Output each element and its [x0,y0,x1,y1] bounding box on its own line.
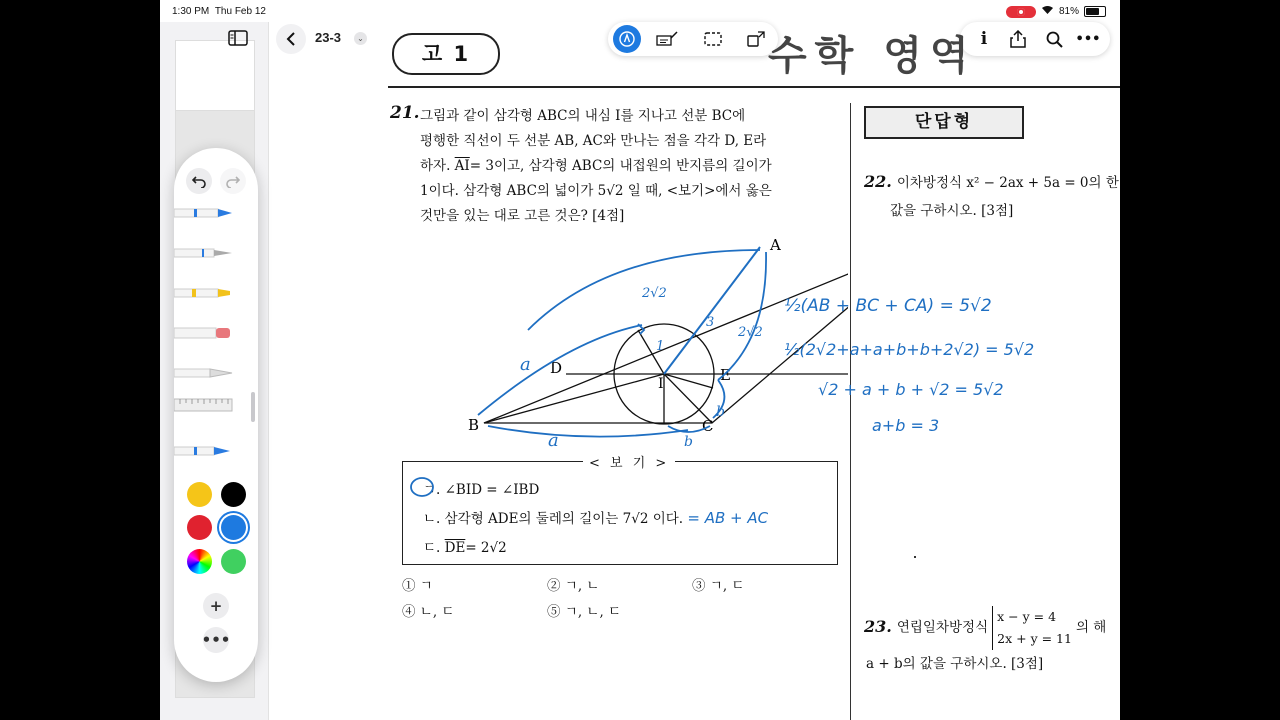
choice-2: ② ㄱ, ㄴ [547,578,600,594]
bogi-item-2 [423,507,768,527]
clock-time: 1:30 PM [172,6,210,17]
system-eq2: 2x + y = 11 [997,631,1072,646]
label-d: D [550,359,563,377]
subject-title: 수학 영역 [768,33,977,79]
ink-label-2r2-right: 2√2 [738,325,763,340]
q23-line2: a + b의 값을 구하시오. [3점] [866,656,1044,672]
choice-3: ③ ㄱ, ㄷ [692,578,745,594]
q21-line2: 평행한 직선이 두 선분 AB, AC와 만나는 점을 각각 D, E라 [420,133,767,149]
ink-circle-mark [409,475,437,499]
thumbnail-sidebar [160,22,269,720]
q21-line4: 1이다. 삼각형 ABC의 넓이가 5√2 일 때, <보기>에서 옳은 [420,183,772,199]
stray-dot [914,556,916,558]
ink-equation-1: ½(AB + BC + CA) = 5√2 [784,296,992,316]
highlighter-tool-icon[interactable] [174,286,234,300]
color-swatch-black[interactable] [221,482,246,507]
document-title[interactable]: 23-3 [315,30,342,45]
q21-line3-post: = 3이고, 삼각형 ABC의 내접원의 반지름의 길이가 [469,158,772,174]
header-rule [388,86,1120,88]
add-tool-button[interactable] [203,593,229,619]
ipad-screen [160,0,1120,720]
chevron-down-icon[interactable]: ⌄ [354,32,367,45]
question-21-text [420,104,826,229]
short-answer-heading: 단답형 [864,106,1024,139]
undo-icon [192,174,206,188]
info-icon[interactable]: i [980,29,988,49]
q21-line3 [420,154,826,179]
fine-pen-tool-icon[interactable] [174,246,234,260]
lasso-tool-icon[interactable] [174,366,234,380]
ink-bogi-note: = AB + AC [687,509,769,527]
triangle-abc [484,243,848,423]
q21-line3-pre: 하자. [420,158,451,174]
ink-arc-a-bottom [488,426,688,437]
grade-badge: 고 1 [392,33,500,75]
ink-label-3: 3 [706,315,715,330]
ruler-tool-icon[interactable] [174,398,234,412]
q23-post: 의 해 [1075,619,1107,636]
battery-percent: 81% [1058,6,1079,17]
question-21-number: 21. [390,103,420,123]
color-swatch-green[interactable] [221,549,246,574]
bogi-item-3-post: = 2√2 [465,540,507,556]
redo-icon [226,174,240,188]
clock-date: Thu Feb 12 [214,6,266,17]
q21-line1: 그림과 같이 삼각형 ABC의 내심 I를 지나고 선분 BC에 [420,108,746,124]
redo-button[interactable] [220,168,246,194]
question-22 [864,168,1119,225]
bogi-item-3 [423,536,507,556]
document-page [388,0,1120,720]
color-swatch-blue-selected[interactable] [221,515,246,540]
pen-tool-icon[interactable] [174,206,234,220]
bogi-title: < 보 기 > [583,452,675,471]
question-22-number: 22. [864,172,892,191]
triangle-figure [388,230,848,460]
ink-label-1: 1 [656,339,665,354]
ink-equation-3: √2 + a + b + √2 = 5√2 [818,380,1004,399]
bogi-box [402,456,838,565]
sidebar-toggle-icon[interactable] [228,30,248,46]
ink-label-b-bottom: b [684,434,693,450]
bogi-item-1-text: ㄱ. ∠BID = ∠IBD [423,482,540,498]
question-23-number: 23. [864,616,892,636]
system-eq1: x − y = 4 [997,609,1057,624]
ink-label-2r2-left: 2√2 [642,286,667,301]
label-i: I [658,376,664,392]
blue-pen-tool-icon[interactable] [174,444,234,458]
bogi-item-3-pre: ㄷ. [423,540,441,556]
label-b: B [468,416,480,434]
more-icon[interactable]: ••• [1075,31,1101,47]
ink-label-a-left: a [520,354,531,375]
choice-5: ⑤ ㄱ, ㄴ, ㄷ [547,604,622,620]
equation-system [992,606,1072,650]
label-c: C [702,417,714,435]
label-a: A [770,236,781,254]
page-thumbnail[interactable] [175,40,255,120]
bogi-item-1 [423,478,539,498]
ink-equation-4: a+b = 3 [872,416,940,435]
undo-button[interactable] [186,168,212,194]
choice-1: ① ㄱ [402,578,433,594]
color-swatch-yellow[interactable] [187,482,212,507]
q23-pre: 연립일차방정식 [896,619,989,636]
ellipsis-icon: ••• [201,631,231,649]
color-picker-wheel[interactable] [187,549,212,574]
q22-line2: 값을 구하시오. [3점] [890,203,1014,219]
segment-ai-ink [664,247,760,374]
ink-label-a-bottom: a [548,430,559,451]
ink-equation-2: ½(2√2+a+a+b+b+2√2) = 5√2 [784,340,1035,359]
back-button[interactable] [276,24,306,54]
label-e: E [720,366,731,384]
chevron-left-icon [286,32,296,46]
bogi-item-2-text: ㄴ. 삼각형 ADE의 둘레의 길이는 7√2 이다. [423,511,684,527]
plus-icon: + [209,597,223,615]
segment-ai: $\overline{AI}$ [454,158,470,174]
eraser-tool-icon[interactable] [174,326,234,340]
status-time [172,6,266,17]
column-divider [850,103,851,720]
choice-4: ④ ㄴ, ㄷ [402,604,455,620]
palette-scrollbar[interactable] [251,392,255,422]
color-swatch-red[interactable] [187,515,212,540]
ink-label-b-right: b [716,404,725,420]
q21-line5: 것만을 있는 대로 고른 것은? [4점] [420,208,625,224]
more-tools-button[interactable] [203,627,229,653]
markup-tool-palette [174,148,258,682]
question-23 [864,606,1106,678]
segment-de-label: $\overline{DE}$ [444,540,466,556]
q22-line1: 이차방정식 x² − 2ax + 5a = 0의 한 [896,175,1119,191]
